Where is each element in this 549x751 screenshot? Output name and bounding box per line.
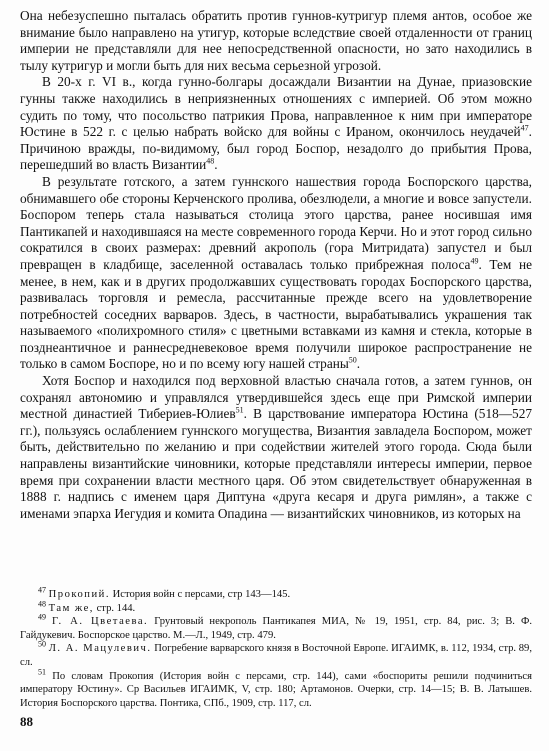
note-ref[interactable]: 50	[348, 356, 357, 366]
footnote-number: 51	[38, 667, 46, 677]
paragraph-text: . Тем не менее, в нем, как и в других продолжавших существовать городах Боспорского царства, развивалась торговля и ремесла, рассчитанные прежде всего на удовлетворение потребностей соседних варваров. Здесь, в частности, вырабатывались украшения так называемого «полихромного стиля» с цветными вставками из камня и стекла, которые в позднеантичное и раннесредневековое время получили широкое распространение не только в самом Боспоре, но и по всему югу нашей страны	[20, 256, 532, 372]
paragraph-3	[20, 174, 532, 373]
footnote-text: История войн с персами, стр 143—145.	[109, 589, 291, 600]
paragraph-text: . Причиною вражды, по-видимому, был город Боспор, незадолго до прибытия Прова, перешедший во власть Византии	[20, 124, 532, 173]
paragraph-text: .	[356, 356, 361, 372]
note-ref[interactable]: 49	[470, 256, 479, 266]
paragraph-4	[20, 373, 532, 522]
paragraph-2	[20, 74, 532, 174]
footnote-author: Г. А. Цветаева.	[52, 616, 149, 628]
paragraph-text: Хотя Боспор и находился под верховной властью сначала готов, а затем гуннов, он сохранял автономию и управлялся утвердившейся здесь еще при Римской империи местной династией Тибериев-Юлиев	[20, 373, 532, 422]
footnote-author: Прокопий.	[48, 589, 110, 600]
footnote	[20, 599, 532, 616]
paragraph-text: В результате готского, а затем гуннского нашествия города Боспорского царства, обнимавшего обе стороны Керченского пролива, обезлюдели, а многие и вовсе запустели. Боспором теперь стала называться столица этого царства, ранее носившая имя Пантикапей и находившаяся на месте современного города Керчи. Но и этот город сильно сократился в своих размерах: древний акрополь (гора Митридата) запустел и был превращен в кладбище, заселенной оставалась только прибрежная полоса	[20, 173, 532, 272]
footnote	[20, 612, 532, 642]
footnote-number: 50	[38, 639, 46, 649]
note-ref[interactable]: 48	[206, 156, 215, 166]
footnote-text: стр. 144.	[93, 602, 136, 614]
footnote-author: Там же,	[48, 602, 94, 614]
footnote-author: По словам Прокопия	[52, 670, 154, 682]
paragraph-text: . В царствование императора Юстина (518—527 гг.), пользуясь ослаблением гуннского могущества, Византия завладела Боспором, может быть, действительно по желанию и при содействии жителей этого города. Сюда были направлены византийские чиновники, которые представляли интересы империи, первое время при сохранении власти местного царя. Об этом свидетельствует обнаруженная в 1888 г. надпись с именем царя Диптуна «друга кесаря и друга римлян», а также с именами эпарха Иегудия и комита Опадина — византийских чиновников, из которых на	[20, 406, 532, 521]
paragraph-1	[20, 8, 532, 74]
paragraph-text: .	[214, 157, 218, 173]
footnote-text: Грунтовый некрополь Пантикапея МИА, № 19, 1951, стр. 84, рис. 3; В. Ф. Гайдукевич. Боспорское царство. М.—Л., 1949, стр. 479.	[20, 616, 532, 641]
footnote-author: Л. А. Мацулевич.	[48, 643, 152, 655]
main-text	[20, 8, 532, 522]
footnote-text: Погребение варварского князя в Восточной Европе. ИГАИМК, в. 112, 1934, стр. 89, сл.	[20, 643, 533, 668]
footnote	[20, 585, 532, 602]
footnote-text: (История войн с персами, стр. 144), сами «боспориты решили подчиниться императору Юстину». Ср Васильев ИГАИМК, V, стр. 180; Артамонов. Очерки, стр. 14—15; В. В. Латышев. История Боспорского царства. Понтика, СПб., 1909, стр. 117, сл.	[20, 670, 532, 709]
footnote	[20, 639, 533, 669]
paragraph-text: Она небезуспешно пыталась обратить против гуннов-кутригур племя антов, особое же внимание было направлено на утигур, которые вследствие своей отдаленности от границ империи не представляли для нее непосредственной опасности, но зато находились в тылу кутригур и могли быть для них весьма серьезной угрозой.	[20, 8, 532, 73]
note-ref[interactable]: 47	[520, 123, 529, 133]
footnote	[20, 667, 532, 711]
page-number: 88	[20, 714, 33, 729]
footnotes	[20, 585, 533, 710]
footnote-number: 47	[38, 585, 46, 595]
footnote-number: 49	[38, 612, 46, 622]
note-ref[interactable]: 51	[235, 405, 244, 415]
paragraph-text: В 20-х г. VI в., когда гунно-болгары досаждали Византии на Дунае, приазовские гунны также находились в неприязненных отношениях с империей. Об этом можно судить по тому, что посольство патрикия Прова, направленное к ним при императоре Юстине в 522 г. с целью набрать войско для войны с Ираном, окончилось неудачей	[20, 74, 532, 140]
footnote-number: 48	[38, 599, 46, 609]
